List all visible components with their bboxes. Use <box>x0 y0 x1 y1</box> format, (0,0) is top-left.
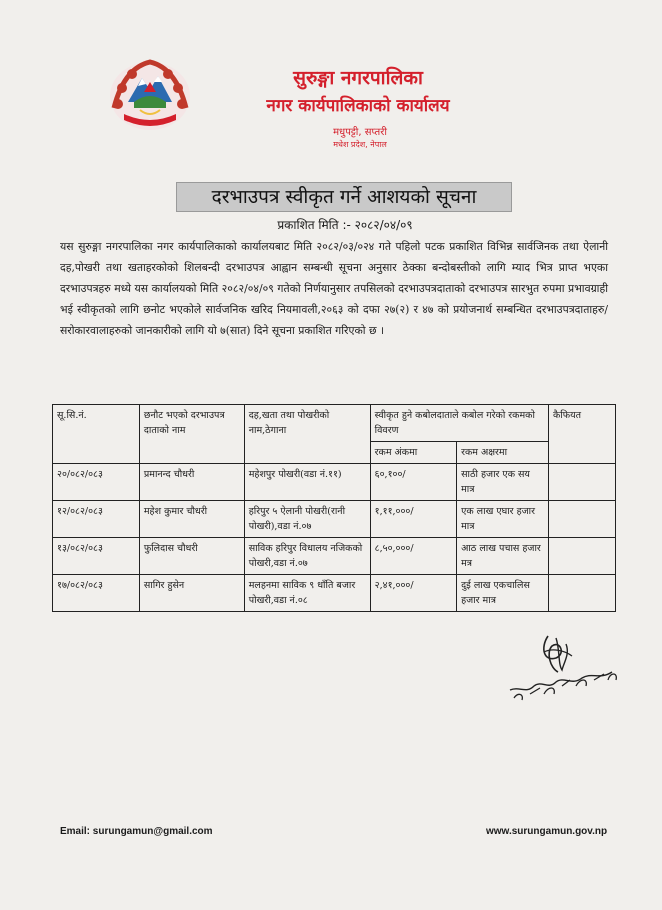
header-location: दह,खता तथा पोखरीको नाम,ठेगाना <box>244 405 370 464</box>
table-row <box>53 501 616 538</box>
cell-location: महेशपुर पोखरी(वडा नं.११) <box>244 464 370 501</box>
header-amount-words: रकम अक्षरमा <box>457 442 549 464</box>
cell-location: हरिपुर ५ ऐलानी पोखरी(रानी पोखरी),वडा नं.०७ <box>244 501 370 538</box>
header-remarks: कैफियत <box>548 405 615 464</box>
org-address-line1: मधुपट्टी, सप्तरी <box>333 127 387 138</box>
footer-email[interactable]: Email: surungamun@gmail.com <box>60 826 213 837</box>
cell-location: मलहनमा साविक ९ धाँति बजार पोखरी,वडा नं.०८ <box>244 575 370 612</box>
published-date: प्रकाशित मिति :- २०८२/०४/०९ <box>277 218 413 232</box>
tender-table <box>52 404 616 612</box>
cell-amount-words: साठी हजार एक सय मात्र <box>457 464 549 501</box>
nepal-emblem-icon <box>104 48 196 136</box>
cell-amount-words: आठ लाख पचास हजार मत्र <box>457 538 549 575</box>
org-office: नगर कार्यपालिकाको कार्यालय <box>266 96 450 116</box>
cell-amount-figures: २,४१,०००/ <box>370 575 456 612</box>
cell-remarks <box>548 538 615 575</box>
cell-remarks <box>548 464 615 501</box>
cell-bidder: प्रमानन्द चौधरी <box>139 464 244 501</box>
cell-remarks <box>548 501 615 538</box>
org-name: सुरुङ्गा नगरपालिका <box>293 67 423 89</box>
header-amount-figures: रकम अंकमा <box>370 442 456 464</box>
cell-amount-figures: ८,५०,०००/ <box>370 538 456 575</box>
cell-sn: १३/०८२/०८३ <box>53 538 140 575</box>
cell-sn: २०/०८२/०८३ <box>53 464 140 501</box>
table-row <box>53 464 616 501</box>
signature-mark <box>500 628 630 708</box>
cell-sn: १२/०८२/०८३ <box>53 501 140 538</box>
header-bidder: छनौट भएको दरभाउपत्र दाताको नाम <box>139 405 244 464</box>
cell-amount-figures: १,११,०००/ <box>370 501 456 538</box>
header-accepted: स्वीकृत हुने कबोलदाताले कबोल गरेको रकमको विवरण <box>370 405 548 442</box>
cell-bidder: सागिर हुसेन <box>139 575 244 612</box>
notice-title: दरभाउपत्र स्वीकृत गर्ने आशयको सूचना <box>176 182 512 212</box>
cell-amount-figures: ६०,१००/ <box>370 464 456 501</box>
table-row <box>53 538 616 575</box>
header-sn: सू.सि.नं. <box>53 405 140 464</box>
cell-amount-words: एक लाख एघार हजार मात्र <box>457 501 549 538</box>
footer-website[interactable]: www.surungamun.gov.np <box>486 826 608 837</box>
cell-bidder: फुलिदास चौधरी <box>139 538 244 575</box>
notice-body: यस सुरुङ्गा नगरपालिका नगर कार्यपालिकाको कार्यालयबाट मिति २०८२/०३/०२४ गते पहिलो पटक प्रकाशित विभिन्न सार्वजिनक तथा ऐलानी दह,पोखरी तथा खताहरकोको शिलबन्दी दरभाउपत्र आह्वान सम्बन्धी सूचना अनुसार ठेक्का बन्दोबस्तीको लागि म्याद भित्र प्राप्त भएका दरभाउपत्रहरु मध्ये यस कार्यालयको मिति २०८२/०४/०९ गतेको निर्णयानुसार तपसिलको दरभाउपत्रदाताको दरभाउपत्र सारभुत रुपमा प्रभावग्राही भई स्वीकृतको लागि छनोट भएकोले सार्वजनिक खरिद नियमावली,२०६३ को दफा २७(२) र ४७ को प्रयोजनार्थ सम्बन्धित दरभाउपत्रदाताहरु/सरोकारवालाहरुको जानकारीको लागि यो ७(सात) दिने सूचना प्रकाशित गरिएको छ । <box>60 240 608 337</box>
table-header-row <box>53 405 616 442</box>
cell-bidder: महेश कुमार चौधरी <box>139 501 244 538</box>
cell-location: साविक हरिपुर विधालय नजिकको पोखरी,वडा नं.०७ <box>244 538 370 575</box>
cell-sn: १७/०८२/०८३ <box>53 575 140 612</box>
cell-amount-words: दुई लाख एकचालिस हजार मात्र <box>457 575 549 612</box>
table-row <box>53 575 616 612</box>
org-address-line2: मधेश प्रदेश, नेपाल <box>333 140 387 149</box>
cell-remarks <box>548 575 615 612</box>
